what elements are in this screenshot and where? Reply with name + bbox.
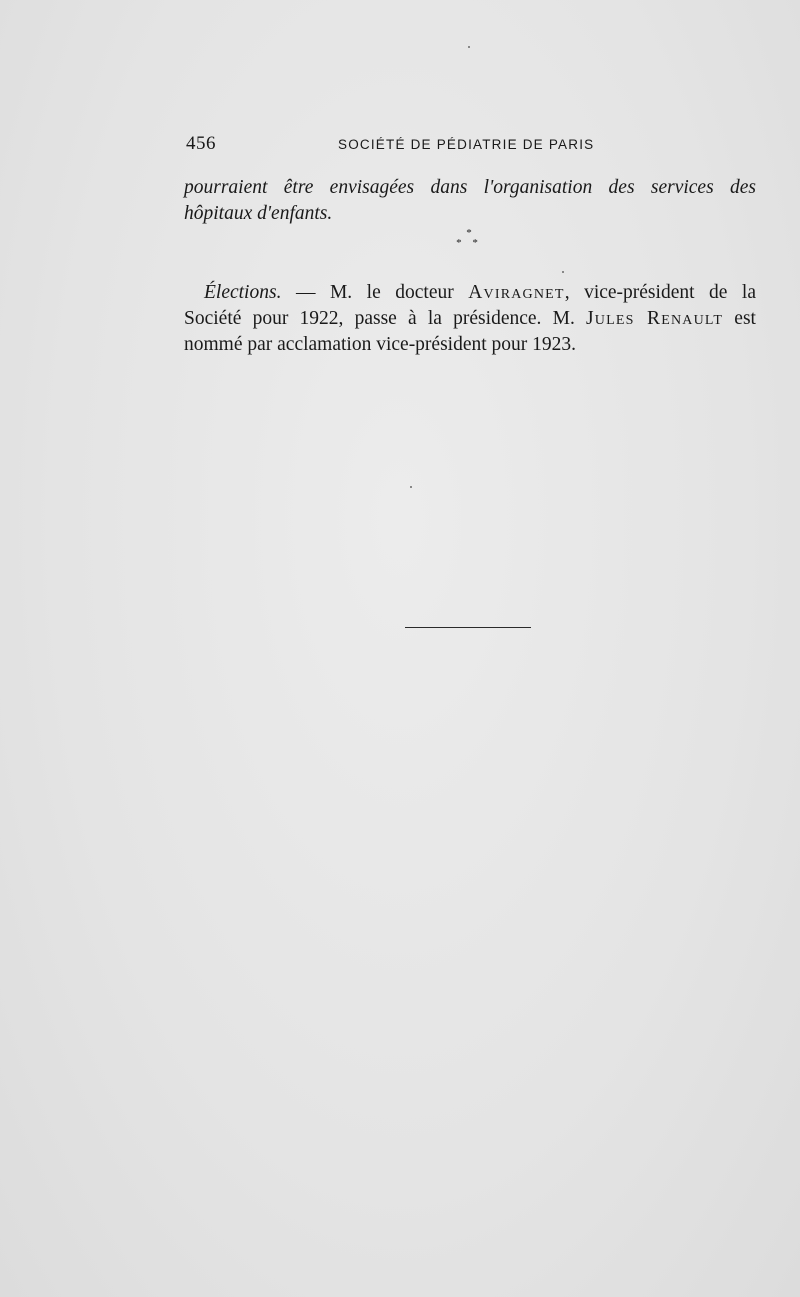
text-run: M. le docteur [329,282,469,303]
page-number: 456 [186,133,216,154]
person-name: Jules Renault [586,308,724,329]
running-head [186,133,756,157]
text-run: , vice-président de la [564,282,757,303]
em-dash: — [281,282,330,303]
text-line [184,280,756,306]
text-run: est [723,308,756,329]
print-speck [468,46,470,48]
text-line: hôpitaux d'enfants. [184,203,333,224]
running-title: SOCIÉTÉ DE PÉDIATRIE DE PARIS [338,137,595,152]
asterism-top: * [466,227,472,239]
print-speck [562,271,564,273]
paragraph-elections [184,280,756,358]
text-line [184,306,756,332]
print-speck [410,486,412,488]
asterism-bottom: * * [456,237,482,249]
person-name: Aviragnet [468,282,565,303]
text-line: pourraient être envisagées dans l'organisation des services des [184,177,756,198]
section-heading: Élections. [204,282,282,303]
paragraph-continuation [184,175,756,227]
text-line: nommé par acclamation vice-président pour 1923. [184,334,577,355]
text-run: Société pour 1922, passe à la présidence. M. [184,308,587,329]
section-end-rule [405,627,531,628]
asterism-separator [454,228,484,254]
